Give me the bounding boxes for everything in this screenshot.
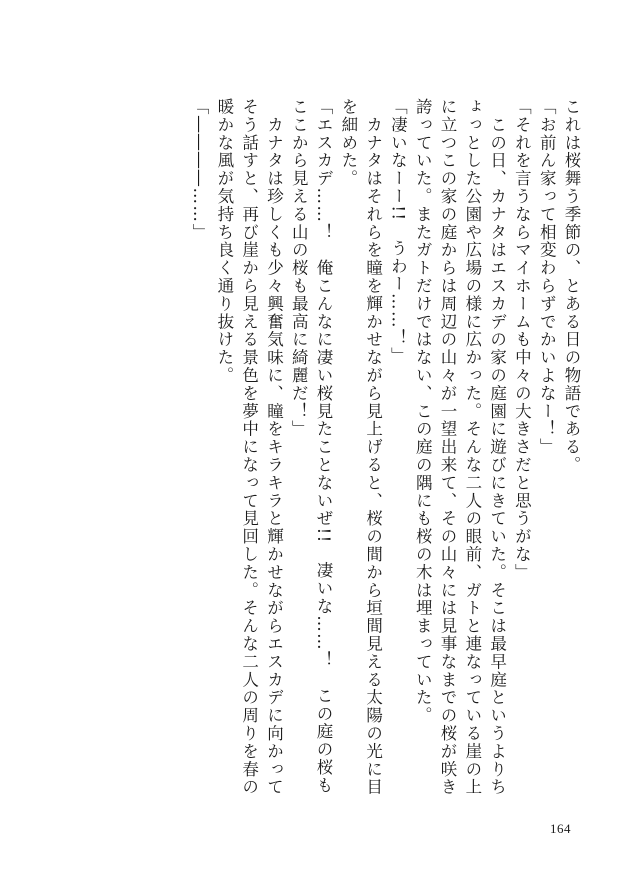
vertical-text-body — [83, 98, 583, 808]
text-line-3: 「それを言うならマイホームも中々の大きさだと思うがな」 — [512, 98, 532, 582]
text-line-9: 「――――……」 — [190, 98, 210, 242]
text-line-4: この日、カナタはエスカデの家の庭園に遊びにきていた。そこは最早庭というよりちょっとした公園や広場の様に広かった。そんな二人の眼前、ガトと連なっている崖の上に立つこの家の庭からは周辺の山々が一望出来て、その山々には見事なまでの桜が咲き誇っていた。またガトだけではない、この庭の隅にも桜の木は埋まっていた。 — [413, 98, 507, 797]
text-line-1: これは桜舞う季節の、とある日の物語である。 — [562, 98, 581, 474]
text-line-6: カナタはそれらを瞳を輝かせながら見上げると、桜の間から垣間見える太陽の光に目を細めた。 — [338, 98, 383, 797]
text-line-2: 「お前ん家って相変わらずでかいよなー！」 — [537, 98, 557, 456]
page-number: 164 — [550, 821, 571, 836]
text-line-5: 「凄いなーー!! うわー……！」 — [388, 98, 408, 365]
text-line-8: カナタは珍しくも少々興奮気味に、瞳をキラキラと輝かせながらエスカデに向かってそう話すと、再び崖から見える景色を夢中になって見回した。そんな二人の周りを春の暖かな風が気持ち良く通り抜けた。 — [214, 98, 284, 797]
text-line-7: 「エスカデ……！ 俺こんなに凄い桜見たことないぜ!! 凄いな……！ この庭の桜もここから見える山の桜も最高に綺麗だ！」 — [289, 98, 334, 795]
